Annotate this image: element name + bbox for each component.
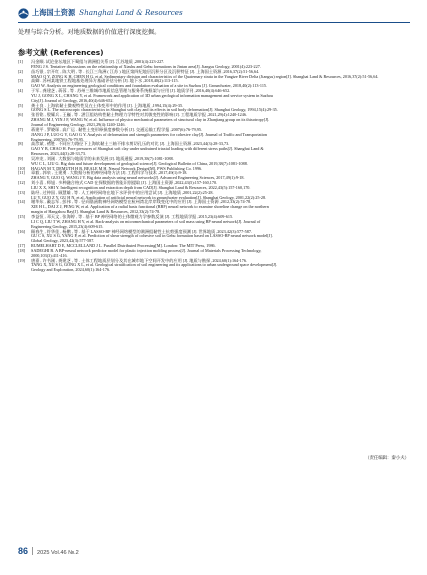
reference-line: ZHANG Y, GUO Q, WANG J Y. Big data analysis using neural networks[J]. Advanced Engineering Sciences, 2017,49(1):9-18. [31, 175, 245, 181]
reference-line: 陆经 , 过仲国 , 顾慧雄 , 等 . 人工神经网络在地下水评价中的应用尝试 [J]. 上海地质 ,2001,22(2):25-28. [31, 189, 214, 195]
reference-line: RUMELHART D E, MCCLELLAND J L. Parallel Distributed Processing[M]. London: The MIT Press, 1986. [31, 243, 216, 249]
reference-list [18, 60, 412, 273]
reference-number: [18] [18, 247, 25, 253]
reference-line: 顾春生 , 符华佳 , 杨鹏 , 等 . 基于 LASSO-BP 神经网络模型的满洲组黏性土抗剪强度预测 [J]. 世界地质 ,2023,42(3):577-587. [31, 228, 252, 234]
reference-number: [11] [18, 170, 25, 176]
journal-title [32, 8, 183, 18]
reference-number: [14] [18, 199, 25, 205]
reference-number: [5] [18, 102, 23, 108]
reference-item [18, 259, 412, 274]
reference-line: City[J]. Journal of Geology, 2016,40(4):646-652. [31, 97, 114, 103]
reference-line: 冯金顺. 试论金坛地区下蜀组与满洲组关系 [J]. 江苏地质 ,2001(4):223-227. [31, 59, 165, 64]
reference-number: [4] [18, 88, 23, 94]
reference-item [18, 113, 412, 128]
journal-title-zh: 上海国土资源 [32, 8, 76, 17]
reference-line: ZHANG M J, YIN J F, WANG W, et al. Influence of physico mechanical parameters of structural clay in Zhanjiang group on its thixotropy[J]. [31, 117, 270, 123]
reference-number: [8] [18, 141, 23, 147]
reference-line: Engineering, 2007(6):76-79,95. [31, 136, 85, 142]
reference-line: TANG X, XU S G, GONG X L, et al. Geological stratification of soil engineering and its applications to urban underground space development[J]. [31, 262, 278, 268]
reference-line: Global Geology, 2023,42(3):577-587. [31, 238, 95, 244]
reference-line: Journal of Engineering Geology, 2021,29(4):1240-1246. [31, 121, 126, 127]
reference-line: 蒋建平 , 罗晓琛 , 高广运 . 黏性土变形释损度参数分析 [J]. 交通运输工程学报 ,2007(6):76-79,95. [31, 126, 202, 132]
reference-line: GAO Y B, CHAO H. Pore pressures of Shanghai soft clay under undrained triaxial loading with different stress paths[J]. Shanghai Land & [31, 146, 264, 152]
issue-info: 2025 Vol.46 №.2 [37, 550, 79, 556]
journal-logo-icon [18, 8, 29, 19]
reference-number: [2] [18, 68, 23, 74]
reference-line: 龚士良 . 上海软黏土微观特性及在土体变形中的作用 [J]. 上海地质 ,1994,15(4):29-35. [31, 102, 184, 108]
reference-number: [16] [18, 228, 25, 234]
reference-number: [1] [18, 59, 23, 64]
reference-line: Engineering Geology, 2015,23(4):609-615. [31, 223, 104, 229]
reference-number: [15] [18, 214, 25, 219]
reference-line: 唐嘉 , 许书刚 , 龚建芝 , 等 . 土体工程地质层划分及其在城市地下空间开发中的应用 [J]. 地质与勘探 ,2024,60(1):164-176. [31, 257, 248, 263]
intro-paragraph: 处理与综合分析。对地质数据的价值进行深度挖掘。 [18, 29, 161, 36]
reference-line: LIU X X, SHI Y. Intelligent recognition and extraction depth from CAD[J]. Shanghai Land & Resources, 2022,43(5):157-160,170. [31, 184, 251, 190]
reference-line: GU C S, XU S G, YANG P, et al. Prediction of shear strength of cohesive soil in Gehu formation based on LASSO-BP neural network model[J]. [31, 233, 273, 239]
reference-line: 高彦斌 , 褚胜 . 不同应力路径下上海软黏土三轴不排水剪切孔压的对比 [J]. 上海国土资源 ,2023,44(3):28-33,73. [31, 141, 230, 147]
reference-line: 刘小喜 , 师旭 . 多种融合格式 CAD 在探数据的智能识别提取 [J]. 上海国土资源 ,2022,43(5):157-160,170. [31, 180, 218, 186]
reference-line: GAO W. Analysis on engineering geological conditions and foundation evaluation of a site in Suzhou [J]. Groundwater, 2018,40(2):113-115. [31, 83, 268, 89]
reference-number: [19] [18, 257, 25, 263]
reference-item [18, 230, 412, 245]
journal-title-en: Shanghai Land & Resources [79, 8, 183, 17]
reference-line: XIE H L, DAI Z J, PENG W, et al. Application of a radial basis functional (RBF) neural network to examine shoreline change on the northern [31, 204, 269, 210]
reference-line: 吴冲龙 , 刘刚 . 大数据与地质学的未来发展 [J]. 地质通报 ,2019,38(7):1081-1088. [31, 155, 174, 161]
reference-line: LI C Q, LIU T W, ZHANG H Y, et al. Back-analysis on micromechanical parameters of soil mass using BP neural network[J]. Journal of [31, 218, 261, 224]
reference-line: GONG S L. The microscopic characteristics in Shanghai soft clay and its effects in soil body deformation[J]. Shanghai Geology, 1994,15(4):29-35. [31, 107, 278, 113]
reference-line: 2000,103(3):411-416. [31, 252, 68, 258]
reference-line: MIAO Q Y, ZONG K H, CHEN H G, et al. Sedimentary division and characteristics of the Quaternary strata in the Yangtze River Delta (Jiangsu) region[J]. Shanghai Land & Resources, 2016,37(2):51-56,64. [31, 73, 379, 79]
reference-line: 苗巧银 , 宗开红 , 陈大明 , 等 . 长江三角洲 ( 江苏 ) 地区第四纪地层沉积分区及沉积特征 [J]. 上海国土资源 ,2016,37(2):51-56,64. [31, 68, 260, 74]
reference-item [18, 89, 412, 104]
page-footer [18, 546, 79, 556]
reference-line: 李益恒 , 邓天文 , 张海婷 , 等 . 基于 BP 神经网络的土体微观力学参数反演 [J]. 工程地质学报 ,2015,23(4):609-615. [31, 214, 234, 219]
reference-line: 高卿 . 苏州某地铁工程地基处理异方基础评估分析 [J]. 地下水 ,2018,40(2):113-115. [31, 78, 179, 84]
reference-item [18, 215, 412, 230]
reference-line: YU J, GONG X L, CHANG Y, et al. Framework and application of 3D urban geological information management and service system in Suzhou [31, 92, 273, 98]
reference-line: Geology and Exploration, 2024,60(1):164-176. [31, 267, 111, 273]
reference-number: [6] [18, 112, 23, 118]
reference-line: 谢华东 , 戴志军 , 彭伟 , 等 . 径向基函数神经网络模型在杭州湾北岸岸线变化中的应用 [J]. 上海国土资源 ,2012,33(2):74-78. [31, 199, 252, 205]
reference-line: margin of Hangzhou Bay[J]. Shanghai Land & Resources, 2012,33(2):74-78. [31, 209, 161, 215]
page-number: 86 [18, 546, 29, 556]
references-heading: 参考文献 (References) [18, 48, 104, 57]
editor-note: （责任编辑：秦小夫） [365, 456, 409, 461]
reference-number: [9] [18, 155, 23, 161]
reference-line: Resources, 2023,44(3):28-33,73. [31, 151, 87, 157]
reference-line: JIANG J P, LUO G Y, GAO G Y. Analysis of deformation and strength parameters for cohesive clay[J]. Journal of Traffic and Transportation [31, 131, 268, 137]
reference-line: 章毅 , 郭泉 , 王建勇 . 大数据分析的神经网络方法 [J]. 工程科学与技术 ,2017,49(1):9-18. [31, 170, 188, 176]
reference-item [18, 142, 412, 157]
reference-item [18, 200, 412, 215]
reference-number: [12] [18, 180, 25, 186]
footer-divider [32, 547, 33, 555]
reference-line: WU C L, LIU G. Big data and future development of geological science[J]. Geological Bulletin of China, 2019,38(7):1081-1088. [31, 160, 248, 166]
reference-line: 张晋铭 , 殷耀兵 , 王巍 , 等 . 湛江组结构性黏土物理力学特性对其敏变性的影响 [J]. 工程地质学报 ,2021,29(4):1240-1246. [31, 112, 248, 118]
reference-number: [17] [18, 243, 25, 249]
reference-number: [3] [18, 78, 23, 84]
reference-line: HAGAN M T, DEMUTH H B, BEALE M H. Neural Network Design[M]. PWS Publishing Co. 1996. [31, 165, 203, 171]
reference-line: 于军 , 龚建芝 , 蒋蓉 , 等 . 苏州三维城市地质信息管理与服务系统框架与应用 [J]. 地质学刊 ,2016,40(4):646-652. [31, 88, 231, 94]
reference-line: LU Y, GUO Z Y, GU H N, et al. Application of artificial neural network in groundwater evaluation[J]. Shanghai Geology, 2001,22(2):25-28. [31, 194, 267, 200]
reference-number: [10] [18, 165, 25, 171]
reference-line: SADEGHI B. A BP-neural network predictor model for plastic injection molding process[J]. Journal of Materials Processing Technology, [31, 247, 262, 253]
header-divider [18, 22, 410, 23]
reference-number: [7] [18, 126, 23, 132]
reference-line: FENG J S. Tentative discussions on the relationship of Xiashu and Gehu formations in Jintan area[J]. Jiangsu Geology, 2001(4):223-227. [31, 63, 261, 69]
reference-number: [13] [18, 189, 25, 195]
